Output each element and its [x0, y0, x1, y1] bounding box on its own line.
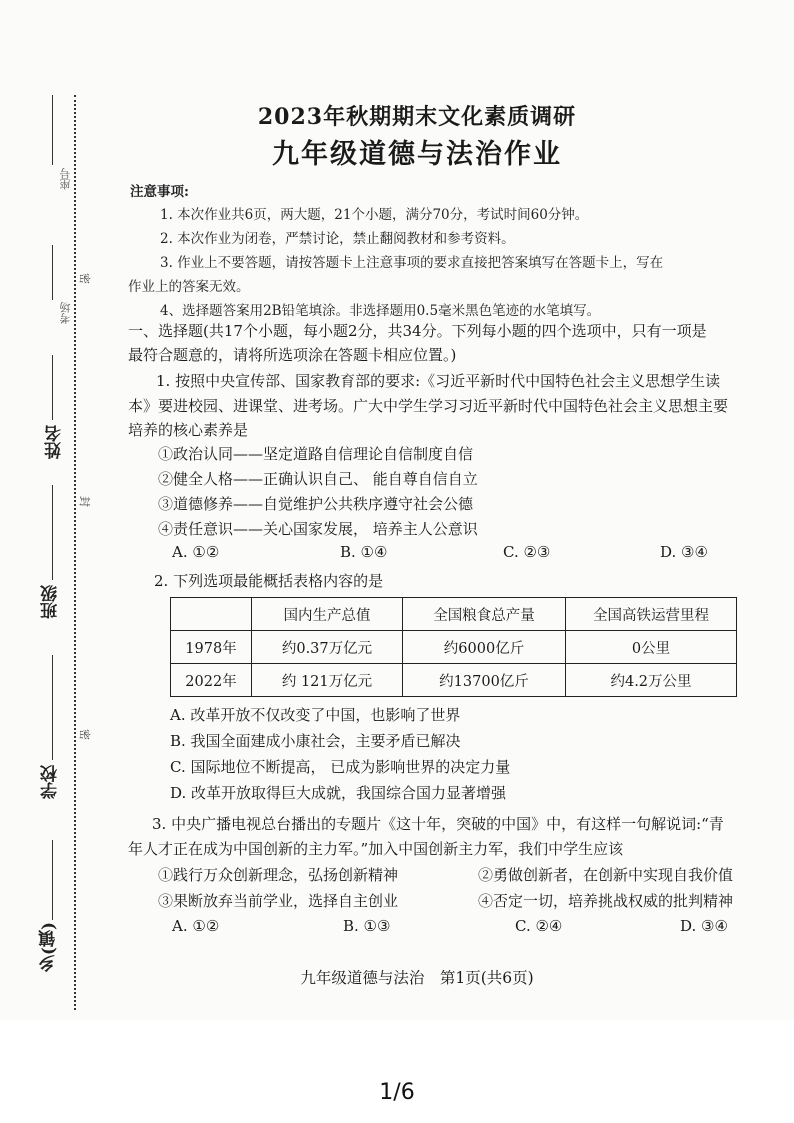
exam-room-label: 考场 [59, 302, 72, 324]
school-fill-line [52, 655, 53, 760]
table-row [171, 631, 737, 664]
exam-title: 2023年秋期期末文化素质调研 [257, 104, 577, 130]
question-1-option: D. ③④ [660, 543, 708, 561]
name-fill-line [52, 355, 53, 420]
question-2-option: B. 我国全面建成小康社会，主要矛盾已解决 [170, 732, 461, 750]
question-3-stem: 年人才正在成为中国创新的主力军。”加入中国创新主力军，我们中学生应该 [128, 840, 624, 858]
question-3-option: B. ①③ [343, 917, 391, 935]
town-label: 乡(镇) [39, 922, 59, 973]
question-1-item: ④责任意识——关心国家发展， 培养主人公意识 [158, 520, 478, 538]
question-1-option: A. ①② [172, 543, 220, 561]
binding-dotted-line [74, 95, 76, 1010]
question-3-item: ④否定一切，培养挑战权威的批判精神 [478, 892, 734, 910]
question-3-option: A. ①② [172, 917, 220, 935]
table-cell: 0公里 [566, 631, 737, 664]
notes-item: 作业上的答案无效。 [128, 279, 250, 295]
question-1-item: ③道德修养——自觉维护公共秩序遵守社会公德 [158, 495, 474, 513]
question-2-stem: 2. 下列选项最能概括表格内容的是 [154, 572, 384, 590]
town-fill-line [52, 840, 53, 920]
notes-item: 4、选择题答案用2B铅笔填涂。非选择题用0.5毫米黑色笔迹的水笔填写。 [160, 303, 601, 319]
notes-item: 3. 作业上不要答题，请按答题卡上注意事项的要求直接把答案填写在答题卡上，写在 [160, 255, 664, 271]
notes-item: 1. 本次作业共6页，两大题，21个小题，满分70分，考试时间60分钟。 [160, 207, 589, 223]
question-1-stem: 培养的核心素养是 [128, 421, 249, 439]
table-cell: 约6000亿斤 [403, 631, 566, 664]
table-header-cell: 国内生产总值 [252, 598, 403, 631]
question-1-item: ①政治认同——坚定道路自信理论自信制度自信 [158, 445, 474, 463]
question-1-option: B. ①④ [340, 543, 388, 561]
name-label: 姓名 [45, 425, 65, 459]
table-row [171, 664, 737, 697]
question-1-stem: 本》要进校园、进课堂、进考场。广大中学生学习习近平新时代中国特色社会主义思想主要 [128, 397, 729, 415]
seat-label: 座号 [59, 168, 72, 190]
table-header-cell: 全国粮食总产量 [403, 598, 566, 631]
table-header-row [171, 598, 737, 631]
table-header-cell: 全国高铁运营里程 [566, 598, 737, 631]
question-3-item: ③果断放弃当前学业，选择自主创业 [158, 892, 399, 910]
question-2-option: C. 国际地位不断提高， 已成为影响世界的决定力量 [170, 758, 511, 776]
question-2-option: D. 改革开放取得巨大成就，我国综合国力显著增强 [170, 784, 507, 802]
question-3-option: C. ②④ [515, 917, 563, 935]
page-indicator: 1/6 [379, 1080, 415, 1105]
page-footer: 九年级道德与法治 第1页(共6页) [300, 969, 534, 987]
question-3-item: ②勇做创新者，在创新中实现自我价值 [478, 866, 734, 884]
exam-room-fill-line [52, 245, 53, 300]
section-intro: 最符合题意的，请将所选项涂在答题卡相应位置。) [128, 346, 457, 364]
notes-item: 2. 本次作业为闭卷，严禁讨论，禁止翻阅教材和参考资料。 [160, 231, 515, 247]
school-label: 学校 [41, 765, 61, 799]
table-cell: 约13700亿斤 [403, 664, 566, 697]
class-fill-line [52, 485, 53, 580]
table-cell: 1978年 [171, 631, 252, 664]
seal-mark: 密 [79, 271, 91, 285]
question-2-option: A. 改革开放不仅改变了中国，也影响了世界 [170, 706, 461, 724]
table-cell: 约4.2万公里 [566, 664, 737, 697]
notes-heading: 注意事项: [130, 184, 189, 200]
question-3-option: D. ③④ [680, 917, 728, 935]
question-1-item: ②健全人格——正确认识自己、 能自尊自信自立 [158, 470, 478, 488]
exam-subtitle: 九年级道德与法治作业 [272, 139, 562, 170]
class-label: 班级 [41, 585, 61, 619]
table-cell: 2022年 [171, 664, 252, 697]
question-3-stem: 3. 中央广播电视总台播出的专题片《这十年，突破的中国》中，有这样一句解说词:“青 [152, 815, 724, 833]
table-cell: 约 121万亿元 [252, 664, 403, 697]
table-cell: 约0.37万亿元 [252, 631, 403, 664]
seal-mark: 封 [79, 494, 91, 508]
question-3-item: ①践行万众创新理念，弘扬创新精神 [158, 866, 399, 884]
section-intro: 一、选择题(共17个小题，每小题2分，共34分。下列每小题的四个选项中，只有一项是 [128, 322, 707, 340]
question-1-option: C. ②③ [503, 543, 551, 561]
table-header-cell [171, 598, 252, 631]
question-1-stem: 1. 按照中央宣传部、国家教育部的要求:《习近平新时代中国特色社会主义思想学生读 [156, 372, 721, 390]
data-table [170, 597, 737, 697]
seal-mark: 密 [79, 727, 91, 741]
